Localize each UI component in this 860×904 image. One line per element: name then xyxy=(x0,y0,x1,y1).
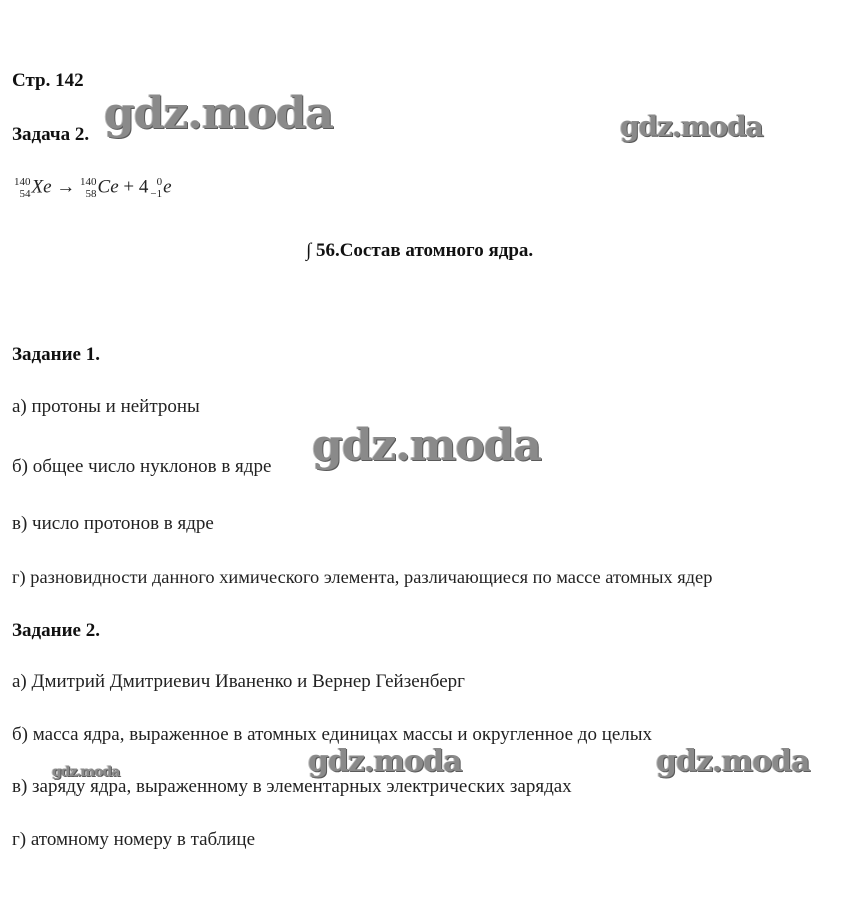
reaction-arrow: → xyxy=(56,176,76,198)
task-heading: Задача 2. xyxy=(12,124,90,145)
watermark: gdz.moda xyxy=(620,110,763,143)
e-charge-number: −1 xyxy=(150,188,163,200)
exercise2-answer-a: а) Дмитрий Дмитриевич Иваненко и Вернер Гейзенберг xyxy=(12,671,465,692)
page-number: Стр. 142 xyxy=(12,70,84,91)
e-mass-number: 0 xyxy=(156,176,163,188)
plus-sign: + xyxy=(123,176,135,198)
section-title: ∫ 56.Состав атомного ядра. xyxy=(306,240,534,261)
xe-atomic-number: 54 xyxy=(19,188,31,200)
ce-symbol: Ce xyxy=(97,176,119,198)
watermark: gdz.moda xyxy=(52,764,120,780)
nuclear-reaction-formula xyxy=(14,176,172,200)
exercise2-answer-b: б) масса ядра, выраженное в атомных единицах массы и округленное до целых xyxy=(12,724,653,745)
watermark: gdz.moda xyxy=(104,88,334,139)
xe-scripts xyxy=(14,176,31,200)
exercise2-answer-c: в) заряду ядра, выраженному в элементарных электрических зарядах xyxy=(12,776,572,797)
xe-symbol: Xe xyxy=(31,176,52,198)
e-symbol: e xyxy=(163,176,172,198)
exercise1-answer-c: в) число протонов в ядре xyxy=(12,513,214,534)
ce-scripts xyxy=(80,176,97,200)
ce-mass-number: 140 xyxy=(80,176,97,188)
exercise1-answer-d: г) разновидности данного химического элемента, различающиеся по массе атомных ядер xyxy=(12,567,713,587)
exercise1-answer-a: а) протоны и нейтроны xyxy=(12,396,200,417)
xe-mass-number: 140 xyxy=(14,176,31,188)
exercise1-answer-b: б) общее число нуклонов в ядре xyxy=(12,456,272,477)
exercise2-answer-d: г) атомному номеру в таблице xyxy=(12,829,256,850)
watermark: gdz.moda xyxy=(312,420,542,471)
watermark: gdz.moda xyxy=(656,744,810,779)
coefficient: 4 xyxy=(138,176,149,198)
exercise1-heading: Задание 1. xyxy=(12,344,100,365)
exercise2-heading: Задание 2. xyxy=(12,620,100,641)
e-scripts xyxy=(150,176,162,200)
ce-atomic-number: 58 xyxy=(85,188,97,200)
watermark: gdz.moda xyxy=(308,744,462,779)
